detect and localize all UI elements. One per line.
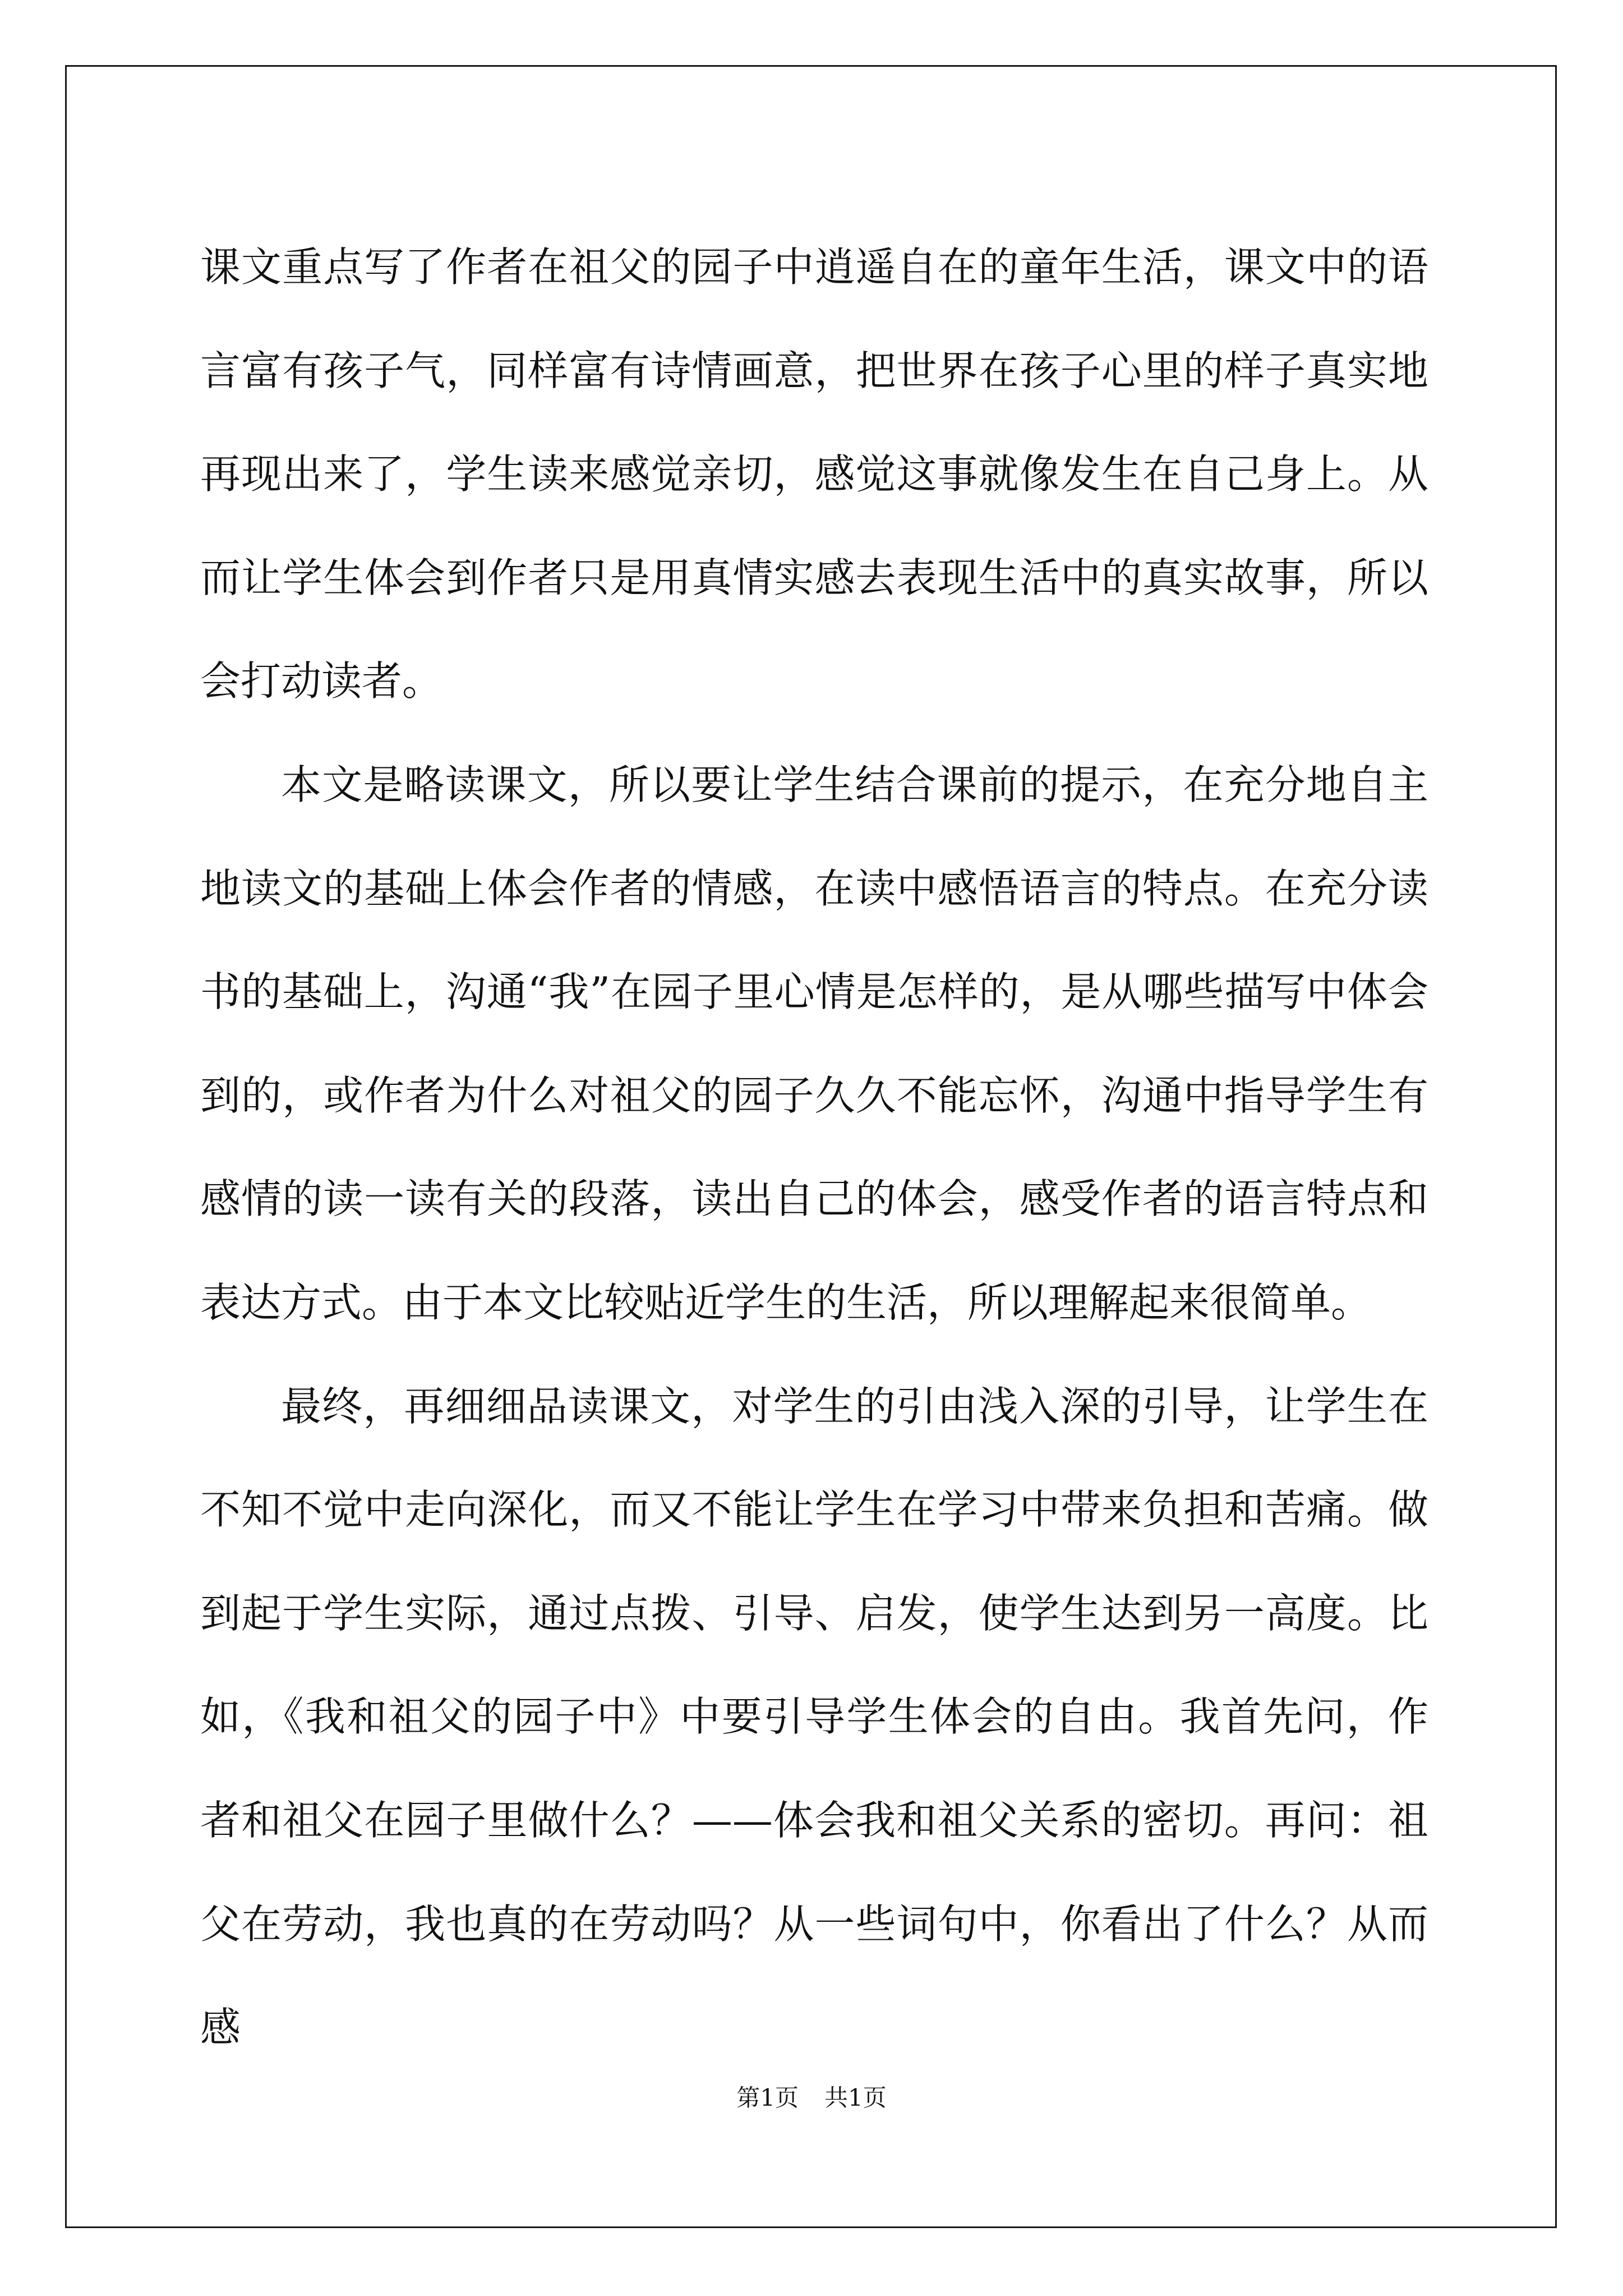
paragraph-3: 最终，再细细品读课文，对学生的引由浅入深的引导，让学生在不知不觉中走向深化，而又不能让学生在学习中带来负担和苦痛。做到起于学生实际，通过点拨、引导、启发，使学生达到另一高度。比如，《我和祖父的园子中》中要引导学生体会的自由。我首先问，作者和祖父在园子里做什么？——体会我和祖父关系的密切。再问：祖父在劳动，我也真的在劳动吗？从一些词句中，你看出了什么？从而感 — [200, 1382, 1428, 2051]
page-total: 共1页 — [824, 2084, 887, 2111]
page-footer — [0, 2081, 1623, 2115]
page-number: 第1页 — [736, 2084, 799, 2111]
paragraph-2: 本文是略读课文，所以要让学生结合课前的提示，在充分地自主地读文的基础上体会作者的情感，在读中感悟语言的特点。在充分读书的基础上，沟通“我”在园子里心情是怎样的，是从哪些描写中体会到的，或作者为什么对祖父的园子久久不能忘怀，沟通中指导学生有感情的读一读有关的段落，读出自己的体会，感受作者的语言特点和表达方式。由于本文比较贴近学生的生活，所以理解起来很简单。 — [200, 761, 1428, 1326]
paragraph-1: 课文重点写了作者在祖父的园子中逍遥自在的童年生活，课文中的语言富有孩子气，同样富有诗情画意，把世界在孩子心里的样子真实地再现出来了，学生读来感觉亲切，感觉这事就像发生在自己身上。从而让学生体会到作者只是用真情实感去表现生活中的真实故事，所以会打动读者。 — [200, 243, 1428, 705]
document-body — [200, 215, 1428, 2079]
